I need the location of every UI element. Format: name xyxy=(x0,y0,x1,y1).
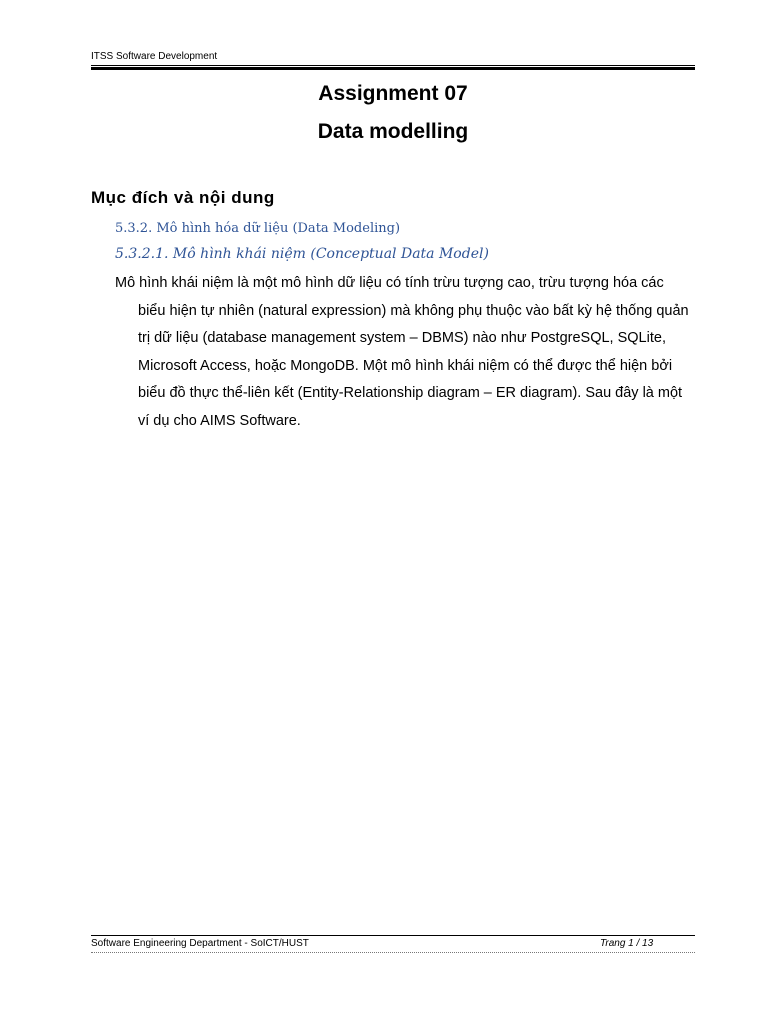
subheading-data-modeling: 5.3.2. Mô hình hóa dữ liệu (Data Modeling) xyxy=(115,221,401,236)
section-heading: Mục đích và nội dung xyxy=(91,188,275,207)
subheading-conceptual-model: 5.3.2.1. Mô hình khái niệm (Conceptual Data Model) xyxy=(115,246,489,262)
running-footer: Software Engineering Department - SoICT/HUST xyxy=(91,938,309,949)
footer-rule-dotted xyxy=(91,952,695,953)
page-number: Trang 1 / 13 xyxy=(600,938,654,949)
header-rule-thick xyxy=(91,67,695,70)
body-paragraph: Mô hình khái niệm là một mô hình dữ liệu có tính trừu tượng cao, trừu tượng hóa các biểu hiện tự nhiên (natural expression) mà không phụ thuộc vào bất kỳ hệ thống quản trị dữ liệu (database management system – DBMS) nào như PostgreSQL, SQLite, Microsoft Access, hoặc MongoDB. Một mô hình khái niệm có thể được thể hiện bởi biểu đồ thực thể-liên kết (Entity-Relationship diagram – ER diagram). Sau đây là một ví dụ cho AIMS Software. xyxy=(115,275,689,429)
header-rule-thin xyxy=(91,65,695,66)
footer-rule xyxy=(91,935,695,936)
document-subtitle: Data modelling xyxy=(317,120,469,143)
running-header: ITSS Software Development xyxy=(91,51,218,62)
document-title: Assignment 07 xyxy=(318,82,468,105)
